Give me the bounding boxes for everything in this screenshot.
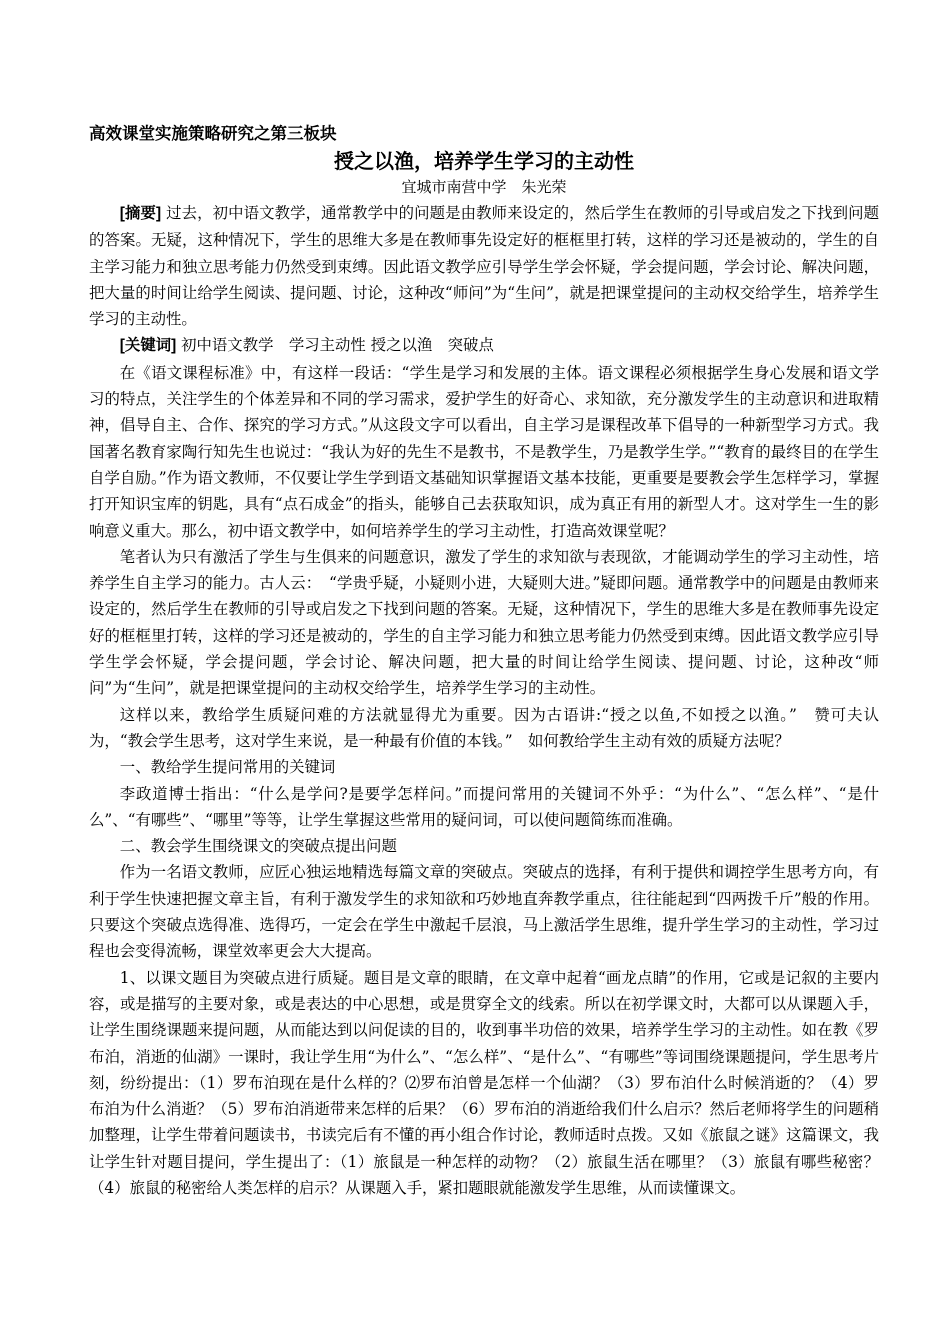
series-heading: 高效课堂实施策略研究之第三板块 [89,124,337,143]
keywords-label: [关键词] [119,337,177,355]
abstract-label: [摘要] [119,205,162,222]
body-paragraph: 这样以来，教给学生质疑问难的方法就显得尤为重要。因为古语讲:“授之以鱼,不如授之以渔。” 赞可夫认为，“教会学生思考，这对学生来说，是一种最有价值的本钱。” 如何教给学生主动有效的质疑方法呢？ [89,705,879,750]
section-heading: 二、教会学生围绕课文的突破点提出问题 [119,837,397,856]
body-paragraph: 笔者认为只有激活了学生与生俱来的问题意识，激发了学生的求知欲与表现欲，才能调动学生的学习主动性，培养学生自主学习的能力。古人云： “学贵乎疑，小疑则小进，大疑则大进。”疑即问题。通常教学中的问题是由教师来设定的，然后学生在教师的引导或启发之下找到问题的答案。无疑，这种情况下，学生的思维大多是在教师事先设定好的框框里打转，这样的学习还是被动的，学生的自主学习能力和独立思考能力仍然受到束缚。因此语文教学应引导学生学会怀疑，学会提问题，学会讨论、解决问题，把大量的时间让给学生阅读、提问题、讨论，这种改“师问”为“生问”，就是把课堂提问的主动权交给学生，培养学生学习的主动性。 [89,547,879,698]
document-page [89,118,879,1201]
keywords-paragraph [89,332,879,359]
article-title: 授之以渔，培养学生学习的主动性 [334,149,634,173]
abstract-paragraph [89,200,879,332]
author-line: 宜城市南营中学 朱光荣 [401,178,567,196]
keywords-text: 初中语文教学 学习主动性 授之以渔 突破点 [176,336,494,355]
body-paragraph: 作为一名语文教师，应匠心独运地精选每篇文章的突破点。突破点的选择，有利于提供和调控学生思考方向，有利于学生快速把握文章主旨，有利于激发学生的求知欲和巧妙地直奔教学重点，往往能起到“四两拨千斤”般的作用。只要这个突破点选得准、选得巧，一定会在学生中激起千层浪，马上激活学生思维，提升学生学习的主动性，学习过程也会变得流畅，课堂效率更会大大提高。 [89,863,879,961]
body-paragraph: 在《语文课程标准》中，有这样一段话：“学生是学习和发展的主体。语文课程必须根据学生身心发展和语文学习的特点，关注学生的个体差异和不同的学习需求，爱护学生的好奇心、求知欲，充分激发学生的主动意识和进取精神，倡导自主、合作、探究的学习方式。”从这段文字可以看出，自主学习是课程改革下倡导的一种新型学习方式。我国著名教育家陶行知先生也说过：“我认为好的先生不是教书，不是教学生，乃是教学生学。”“教育的最终目的在学生自学自励。”作为语文教师，不仅要让学生学到语文基础知识掌握语文基本技能，更重要是要教会学生怎样学习，掌握打开知识宝库的钥匙，具有“点石成金”的指头，能够自己去获取知识，成为真正有用的新型人才。这对学生一生的影响意义重大。那么，初中语文教学中，如何培养学生的学习主动性，打造高效课堂呢？ [89,363,879,540]
body-paragraph: 李政道博士指出：“什么是学问?是要学怎样问。”而提问常用的关键词不外乎：“为什么”、“怎么样”、“是什么”、“有哪些”、“哪里”等等，让学生掌握这些常用的疑问词，可以使问题简练而准确。 [89,784,879,829]
section-heading: 一、教给学生提问常用的关键词 [119,758,336,777]
body-paragraph: 1、以课文题目为突破点进行质疑。题目是文章的眼睛，在文章中起着“画龙点睛”的作用，它或是记叙的主要内容，或是描写的主要对象，或是表达的中心思想，或是贯穿全文的线索。所以在初学课文时，大都可以从课题入手，让学生围绕课题来提问题，从而能达到以问促读的目的，收到事半功倍的效果，培养学生学习的主动性。如在教《罗布泊，消逝的仙湖》一课时，我让学生用“为什么”、“怎么样”、“是什么”、“有哪些”等词围绕课题提问，学生思考片刻，纷纷提出：（1）罗布泊现在是什么样的？⑵罗布泊曾是怎样一个仙湖？（3）罗布泊什么时候消逝的？（4）罗布泊为什么消逝？（5）罗布泊消逝带来怎样的后果？（6）罗布泊的消逝给我们什么启示？然后老师将学生的问题稍加整理，让学生带着问题读书，书读完后有不懂的再小组合作讨论，教师适时点拨。又如《旅鼠之谜》这篇课文，我让学生针对题目提问，学生提出了：（1）旅鼠是一种怎样的动物？（2）旅鼠生活在哪里？（3）旅鼠有哪些秘密？（4）旅鼠的秘密给人类怎样的启示？从课题入手，紧扣题眼就能激发学生思维，从而读懂课文。 [89,968,879,1197]
abstract-text: 过去，初中语文教学，通常教学中的问题是由教师来设定的，然后学生在教师的引导或启发之下找到问题的答案。无疑，这种情况下，学生的思维大多是在教师事先设定好的框框里打转，这样的学习还是被动的，学生的自主学习能力和独立思考能力仍然受到束缚。因此语文教学应引导学生学会怀疑，学会提问题，学会讨论、解决问题，把大量的时间让给学生阅读、提问题、讨论，这种改“师问”为“生问”，就是把课堂提问的主动权交给学生，培养学生学习的主动性。 [89,204,879,329]
